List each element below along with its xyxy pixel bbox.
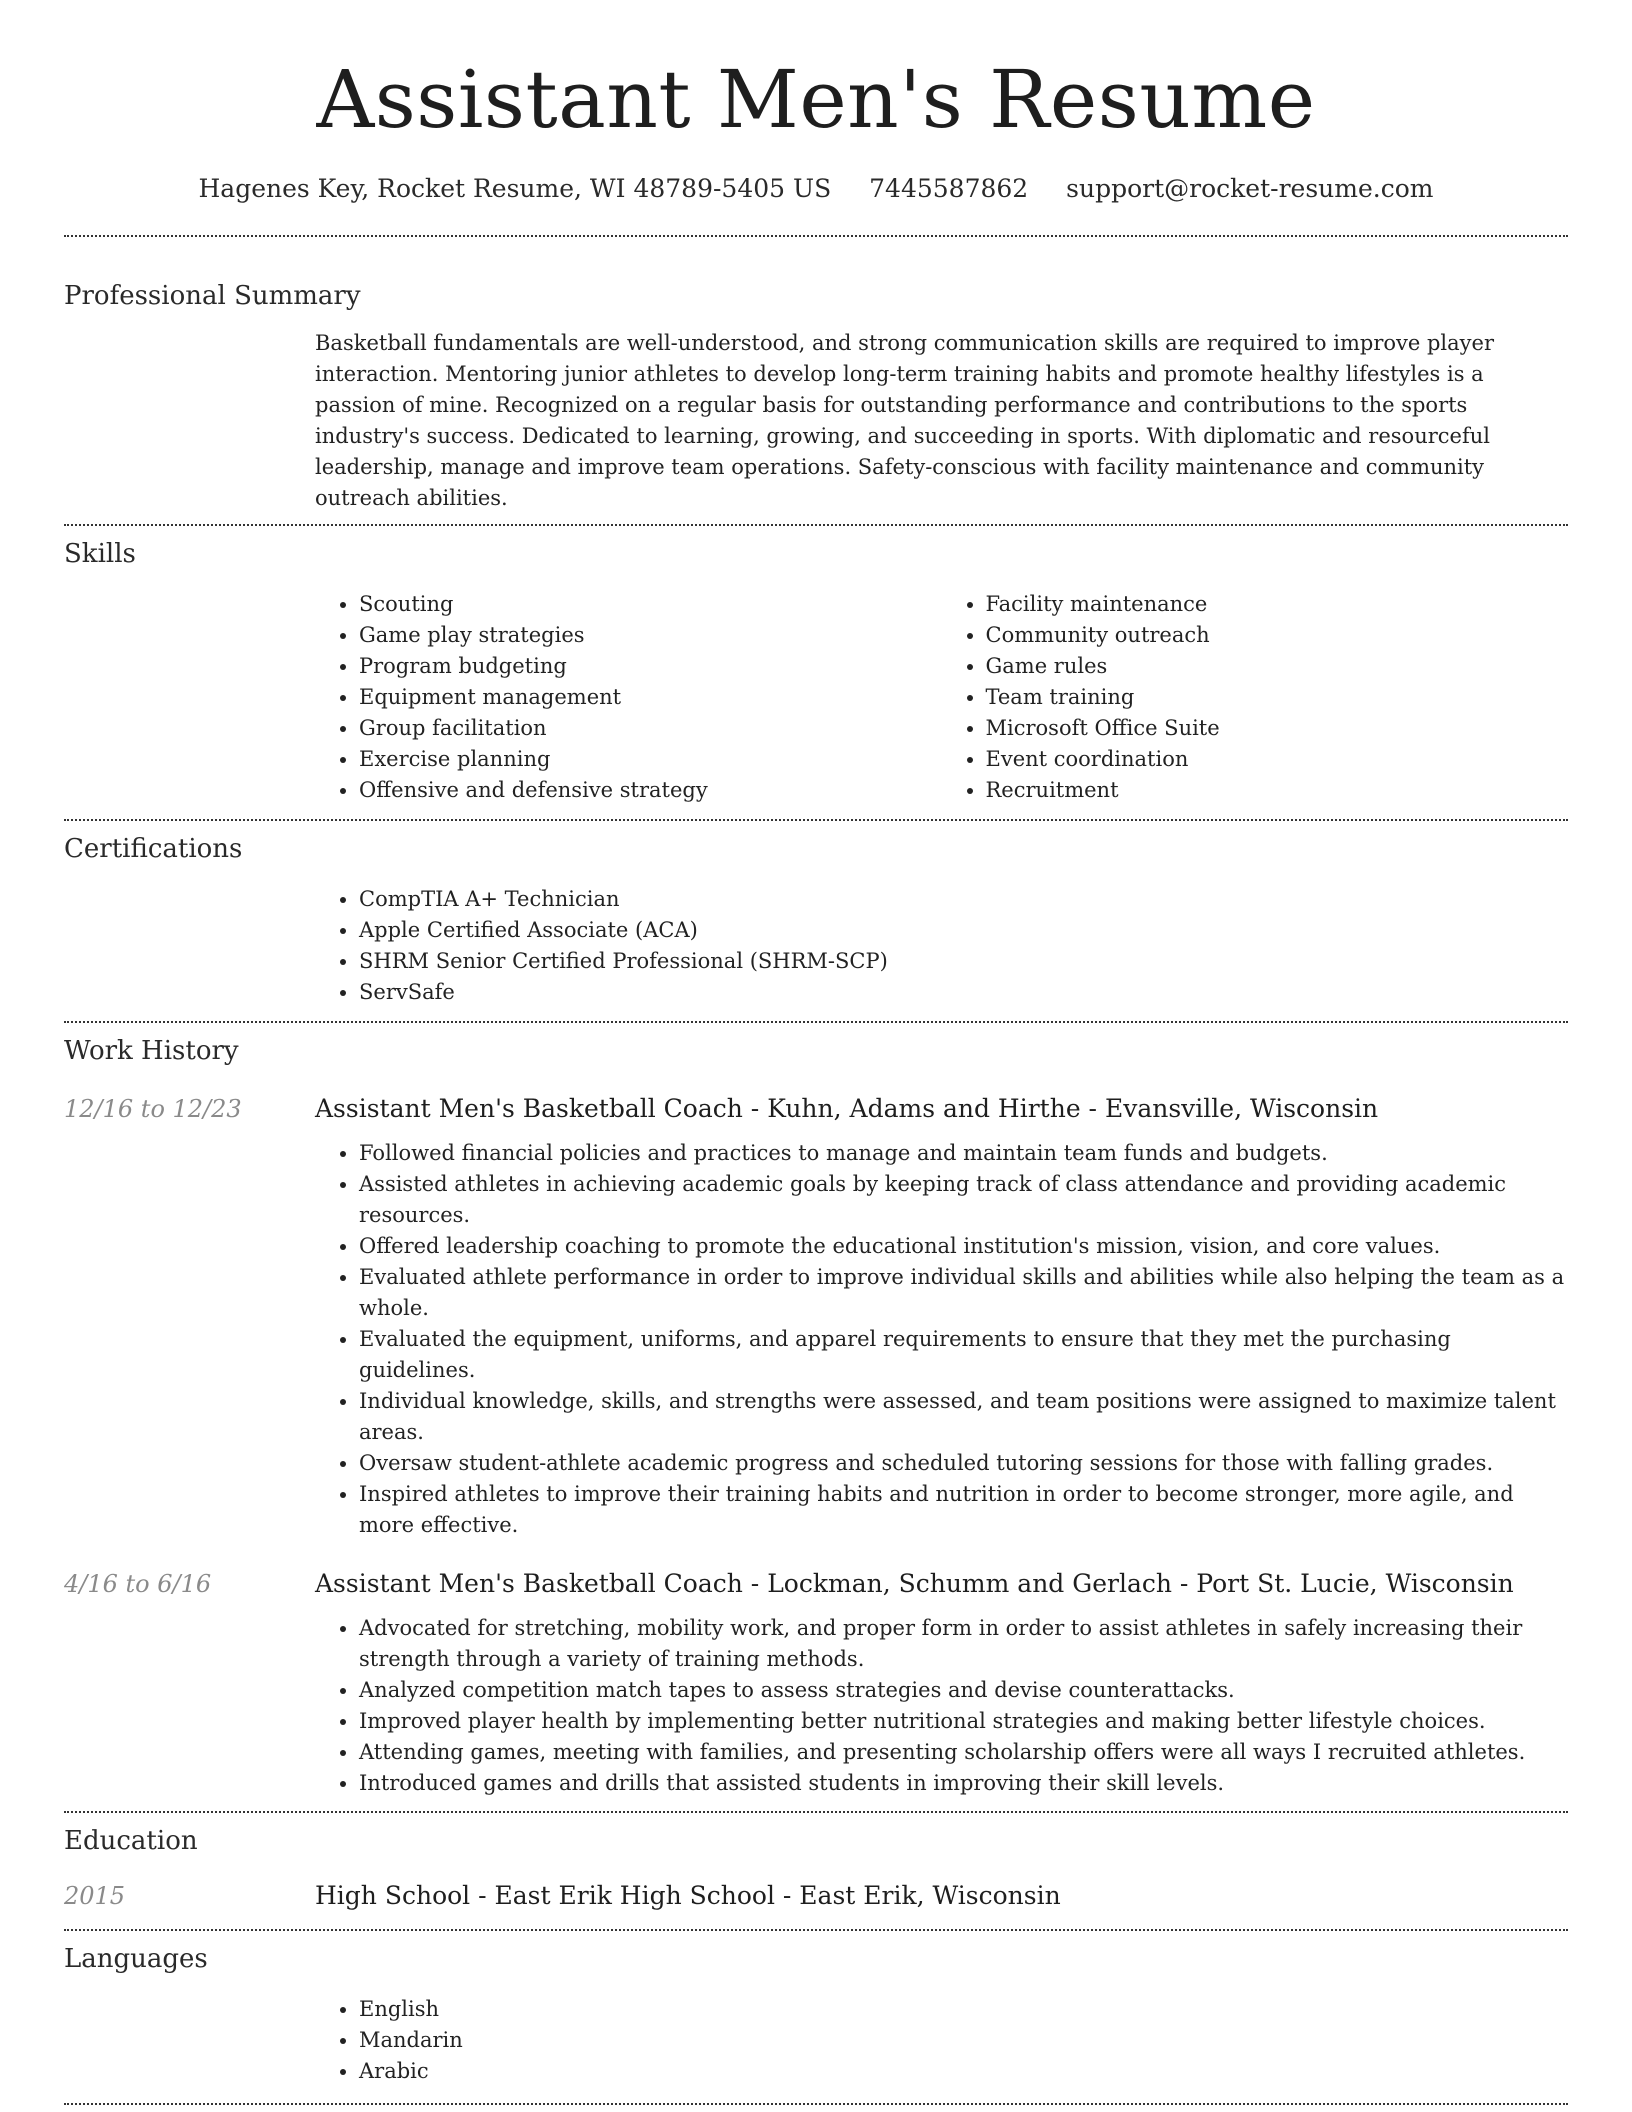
education-title: High School - East Erik High School - East Erik, Wisconsin bbox=[315, 1881, 1061, 1910]
list-item: • Group facilitation bbox=[359, 713, 942, 744]
list-item: • Program budgeting bbox=[359, 651, 942, 682]
languages-list bbox=[315, 1994, 1568, 2087]
summary-heading: Professional Summary bbox=[64, 281, 361, 311]
divider bbox=[64, 819, 1568, 821]
list-item: • Equipment management bbox=[359, 682, 942, 713]
education-entry bbox=[64, 1879, 1568, 1913]
work-heading: Work History bbox=[64, 1036, 239, 1066]
list-item: • Assisted athletes in achieving academic goals by keeping track of class attendance and providing academic resources. bbox=[359, 1169, 1568, 1231]
job-date: 12/16 to 12/23 bbox=[64, 1095, 242, 1123]
list-item: • Introduced games and drills that assisted students in improving their skill levels. bbox=[359, 1768, 1568, 1799]
list-item: • Attending games, meeting with families, and presenting scholarship offers were all ways I recruited athletes. bbox=[359, 1737, 1568, 1768]
list-item: • Event coordination bbox=[986, 744, 1569, 775]
list-item: • Mandarin bbox=[359, 2025, 1568, 2056]
list-item: • Team training bbox=[986, 682, 1569, 713]
certifications-heading: Certifications bbox=[64, 834, 243, 864]
list-item: • Advocated for stretching, mobility work, and proper form in order to assist athletes in safely increasing their strength through a variety of training methods. bbox=[359, 1613, 1568, 1675]
job-entry bbox=[64, 1092, 1568, 1541]
list-item: • Analyzed competition match tapes to assess strategies and devise counterattacks. bbox=[359, 1675, 1568, 1706]
list-item: • Offered leadership coaching to promote the educational institution's mission, vision, and core values. bbox=[359, 1231, 1568, 1262]
list-item: • Evaluated the equipment, uniforms, and apparel requirements to ensure that they met the purchasing guidelines. bbox=[359, 1324, 1568, 1386]
list-item: • Improved player health by implementing better nutritional strategies and making better lifestyle choices. bbox=[359, 1706, 1568, 1737]
certifications-section bbox=[64, 884, 1568, 1008]
job-entry bbox=[64, 1567, 1568, 1799]
divider bbox=[64, 2103, 1568, 2105]
education-heading: Education bbox=[64, 1826, 198, 1856]
contact-phone: 7445587862 bbox=[869, 174, 1029, 203]
divider bbox=[64, 524, 1568, 526]
summary-text: Basketball fundamentals are well-understood, and strong communication skills are required to improve player interaction. Mentoring junior athletes to develop long-term training habits and promote healthy lifestyles is a passion of mine. Recognized on a regular basis for outstanding performance and contributions to the sports industry's success. Dedicated to learning, growing, and succeeding in sports. With diplomatic and resourceful leadership, manage and improve team operations. Safety-conscious with facility maintenance and community outreach abilities. bbox=[315, 331, 1494, 510]
divider bbox=[64, 1811, 1568, 1813]
list-item: • Community outreach bbox=[986, 620, 1569, 651]
list-item: • Microsoft Office Suite bbox=[986, 713, 1569, 744]
job-date: 4/16 to 6/16 bbox=[64, 1570, 212, 1598]
list-item: • Game play strategies bbox=[359, 620, 942, 651]
list-item: • Evaluated athlete performance in order to improve individual skills and abilities while also helping the team as a whole. bbox=[359, 1262, 1568, 1324]
list-item: • ServSafe bbox=[359, 977, 1568, 1008]
list-item: • Facility maintenance bbox=[986, 589, 1569, 620]
list-item: • Apple Certified Associate (ACA) bbox=[359, 915, 1568, 946]
contact-line bbox=[64, 172, 1568, 206]
list-item: • Individual knowledge, skills, and strengths were assessed, and team positions were assigned to maximize talent areas. bbox=[359, 1386, 1568, 1448]
divider bbox=[64, 235, 1568, 237]
job-title: Assistant Men's Basketball Coach - Kuhn, Adams and Hirthe - Evansville, Wisconsin bbox=[315, 1094, 1379, 1123]
skills-section bbox=[64, 589, 1568, 806]
list-item: • SHRM Senior Certified Professional (SHRM-SCP) bbox=[359, 946, 1568, 977]
resume-name: Assistant Men's Resume bbox=[316, 53, 1316, 146]
languages-section bbox=[64, 1994, 1568, 2087]
skills-list-right bbox=[942, 589, 1569, 806]
list-item: • Followed financial policies and practices to manage and maintain team funds and budgets. bbox=[359, 1138, 1568, 1169]
list-item: • Arabic bbox=[359, 2056, 1568, 2087]
skills-heading: Skills bbox=[64, 539, 136, 569]
divider bbox=[64, 1021, 1568, 1023]
contact-email: support@rocket-resume.com bbox=[1066, 174, 1434, 203]
list-item: • English bbox=[359, 1994, 1568, 2025]
education-date: 2015 bbox=[64, 1882, 126, 1910]
list-item: • Scouting bbox=[359, 589, 942, 620]
list-item: • Inspired athletes to improve their training habits and nutrition in order to become stronger, more agile, and more effective. bbox=[359, 1479, 1568, 1541]
job-title: Assistant Men's Basketball Coach - Lockman, Schumm and Gerlach - Port St. Lucie, Wisconsin bbox=[315, 1569, 1514, 1598]
list-item: • Exercise planning bbox=[359, 744, 942, 775]
certifications-list bbox=[315, 884, 1568, 1008]
list-item: • Game rules bbox=[986, 651, 1569, 682]
summary-section bbox=[64, 312, 1568, 524]
languages-heading: Languages bbox=[64, 1944, 208, 1974]
divider bbox=[64, 1929, 1568, 1931]
list-item: • Oversaw student-athlete academic progress and scheduled tutoring sessions for those with falling grades. bbox=[359, 1448, 1568, 1479]
list-item: • Recruitment bbox=[986, 775, 1569, 806]
list-item: • CompTIA A+ Technician bbox=[359, 884, 1568, 915]
list-item: • Offensive and defensive strategy bbox=[359, 775, 942, 806]
contact-address: Hagenes Key, Rocket Resume, WI 48789-5405 US bbox=[198, 174, 832, 203]
skills-list-left bbox=[315, 589, 942, 806]
job-bullets bbox=[315, 1138, 1568, 1541]
job-bullets bbox=[315, 1613, 1568, 1799]
